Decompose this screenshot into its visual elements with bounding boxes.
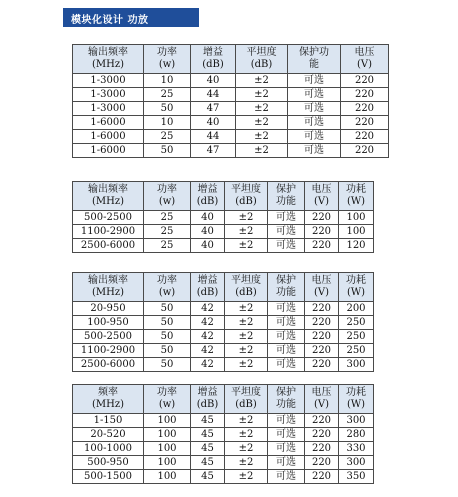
cell-protection: 可选: [268, 358, 305, 372]
cell-protection: 可选: [268, 316, 305, 330]
header-frequency: 频率 (MHz): [73, 385, 144, 414]
cell-gain: 40: [191, 211, 225, 225]
cell-frequency: 100-950: [73, 316, 144, 330]
cell-frequency: 1-6000: [73, 116, 144, 130]
header-flatness: 平坦度 (dB): [236, 45, 288, 74]
section-banner: [63, 8, 199, 27]
cell-voltage: 220: [305, 225, 339, 239]
cell-consumption: 300: [339, 456, 374, 470]
cell-power: 100: [144, 442, 191, 456]
cell-gain: 45: [191, 470, 225, 484]
cell-power: 10: [144, 116, 191, 130]
table-row: [73, 344, 374, 358]
cell-consumption: 100: [339, 211, 374, 225]
cell-power: 50: [144, 302, 191, 316]
table-row: [73, 414, 374, 428]
cell-power: 25: [144, 225, 191, 239]
cell-flatness: ±2: [225, 428, 268, 442]
cell-gain: 44: [191, 130, 236, 144]
cell-flatness: ±2: [225, 414, 268, 428]
cell-power: 50: [144, 344, 191, 358]
cell-frequency: 500-2500: [73, 330, 144, 344]
cell-protection: 可选: [288, 116, 341, 130]
cell-consumption: 330: [339, 442, 374, 456]
cell-voltage: 220: [305, 470, 339, 484]
cell-power: 25: [144, 239, 191, 253]
cell-power: 50: [144, 358, 191, 372]
cell-voltage: 220: [341, 102, 389, 116]
cell-voltage: 220: [341, 130, 389, 144]
header-flatness: 平坦度 (dB): [225, 273, 268, 302]
cell-gain: 45: [191, 456, 225, 470]
table-row: [73, 74, 389, 88]
cell-protection: 可选: [268, 428, 305, 442]
cell-frequency: 1-6000: [73, 144, 144, 158]
cell-voltage: 220: [305, 302, 339, 316]
cell-gain: 47: [191, 102, 236, 116]
cell-gain: 40: [191, 225, 225, 239]
header-protection: 保护 功能: [268, 273, 305, 302]
cell-protection: 可选: [268, 442, 305, 456]
table-row: [73, 225, 374, 239]
cell-frequency: 1-150: [73, 414, 144, 428]
cell-consumption: 250: [339, 330, 374, 344]
cell-voltage: 220: [341, 144, 389, 158]
cell-protection: 可选: [268, 344, 305, 358]
cell-gain: 45: [191, 414, 225, 428]
cell-frequency: 500-1500: [73, 470, 144, 484]
cell-gain: 42: [191, 316, 225, 330]
header-power: 功率 (w): [144, 385, 191, 414]
cell-flatness: ±2: [225, 344, 268, 358]
cell-frequency: 2500-6000: [73, 358, 144, 372]
cell-power: 50: [144, 102, 191, 116]
table-row: [73, 316, 374, 330]
cell-frequency: 20-520: [73, 428, 144, 442]
cell-voltage: 220: [341, 116, 389, 130]
cell-flatness: ±2: [225, 211, 268, 225]
cell-power: 100: [144, 456, 191, 470]
banner-title: 模块化设计 功放: [71, 15, 149, 26]
cell-protection: 可选: [288, 74, 341, 88]
table-row: [73, 302, 374, 316]
cell-voltage: 220: [305, 456, 339, 470]
cell-flatness: ±2: [236, 74, 288, 88]
cell-flatness: ±2: [225, 316, 268, 330]
header-voltage: 电压 (V): [305, 273, 339, 302]
table-row: [73, 239, 374, 253]
cell-flatness: ±2: [236, 130, 288, 144]
cell-voltage: 220: [341, 88, 389, 102]
table-row: [73, 130, 389, 144]
cell-frequency: 500-950: [73, 456, 144, 470]
cell-consumption: 250: [339, 344, 374, 358]
header-protection: 保护 功能: [268, 385, 305, 414]
table-row: [73, 442, 374, 456]
cell-frequency: 1100-2900: [73, 344, 144, 358]
table-row: [73, 428, 374, 442]
spec-table-2: [72, 181, 374, 253]
table-row: [73, 102, 389, 116]
cell-consumption: 100: [339, 225, 374, 239]
cell-frequency: 1-6000: [73, 130, 144, 144]
cell-power: 50: [144, 316, 191, 330]
cell-voltage: 220: [305, 344, 339, 358]
cell-frequency: 100-1000: [73, 442, 144, 456]
cell-flatness: ±2: [225, 358, 268, 372]
header-protection: 保护 功能: [268, 182, 305, 211]
cell-flatness: ±2: [236, 102, 288, 116]
cell-gain: 42: [191, 330, 225, 344]
header-power-consumption: 功耗 (W): [339, 385, 374, 414]
header-flatness: 平坦度 (dB): [225, 385, 268, 414]
cell-flatness: ±2: [236, 116, 288, 130]
cell-protection: 可选: [268, 470, 305, 484]
header-gain: 增益 (dB): [191, 273, 225, 302]
table-row: [73, 88, 389, 102]
cell-voltage: 220: [341, 74, 389, 88]
cell-protection: 可选: [268, 239, 305, 253]
cell-flatness: ±2: [225, 456, 268, 470]
header-output-frequency: 输出频率 (MHz): [73, 273, 144, 302]
header-flatness: 平坦度 (dB): [225, 182, 268, 211]
cell-consumption: 250: [339, 316, 374, 330]
cell-gain: 42: [191, 358, 225, 372]
header-protection: 保护功 能: [288, 45, 341, 74]
cell-gain: 40: [191, 74, 236, 88]
spec-table-3: [72, 272, 374, 372]
cell-protection: 可选: [268, 456, 305, 470]
cell-power: 100: [144, 470, 191, 484]
cell-protection: 可选: [288, 102, 341, 116]
cell-gain: 42: [191, 344, 225, 358]
cell-power: 25: [144, 211, 191, 225]
header-output-frequency: 输出频率 (MHz): [73, 182, 144, 211]
spec-table-1: [72, 44, 389, 158]
header-power: 功率 (w): [144, 182, 191, 211]
cell-flatness: ±2: [225, 330, 268, 344]
cell-voltage: 220: [305, 414, 339, 428]
table-row: [73, 456, 374, 470]
cell-protection: 可选: [288, 130, 341, 144]
cell-voltage: 220: [305, 358, 339, 372]
cell-voltage: 220: [305, 239, 339, 253]
cell-frequency: 1100-2900: [73, 225, 144, 239]
header-voltage: 电压 (V): [305, 182, 339, 211]
cell-voltage: 220: [305, 316, 339, 330]
cell-protection: 可选: [288, 88, 341, 102]
cell-consumption: 120: [339, 239, 374, 253]
cell-power: 100: [144, 428, 191, 442]
cell-gain: 44: [191, 88, 236, 102]
cell-gain: 42: [191, 302, 225, 316]
cell-consumption: 300: [339, 414, 374, 428]
cell-consumption: 280: [339, 428, 374, 442]
header-power: 功率 (w): [144, 45, 191, 74]
cell-voltage: 220: [305, 428, 339, 442]
cell-gain: 45: [191, 442, 225, 456]
table-row: [73, 330, 374, 344]
cell-consumption: 300: [339, 358, 374, 372]
header-voltage: 电压 (V): [341, 45, 389, 74]
cell-protection: 可选: [268, 302, 305, 316]
header-gain: 增益 (dB): [191, 45, 236, 74]
cell-protection: 可选: [268, 211, 305, 225]
cell-flatness: ±2: [225, 239, 268, 253]
cell-protection: 可选: [268, 414, 305, 428]
table-row: [73, 358, 374, 372]
cell-protection: 可选: [288, 144, 341, 158]
cell-power: 25: [144, 88, 191, 102]
table-row: [73, 470, 374, 484]
cell-frequency: 1-3000: [73, 102, 144, 116]
cell-flatness: ±2: [236, 88, 288, 102]
cell-flatness: ±2: [225, 442, 268, 456]
table-row: [73, 211, 374, 225]
cell-gain: 47: [191, 144, 236, 158]
header-output-frequency: 输出频率 (MHz): [73, 45, 144, 74]
header-power-consumption: 功耗 (W): [339, 182, 374, 211]
cell-voltage: 220: [305, 442, 339, 456]
cell-voltage: 220: [305, 211, 339, 225]
spec-table-4: [72, 384, 374, 484]
cell-protection: 可选: [268, 225, 305, 239]
cell-protection: 可选: [268, 330, 305, 344]
cell-flatness: ±2: [225, 302, 268, 316]
cell-frequency: 1-3000: [73, 74, 144, 88]
cell-consumption: 200: [339, 302, 374, 316]
header-power: 功率 (w): [144, 273, 191, 302]
cell-gain: 40: [191, 116, 236, 130]
cell-flatness: ±2: [225, 470, 268, 484]
cell-power: 50: [144, 330, 191, 344]
header-gain: 增益 (dB): [191, 385, 225, 414]
cell-frequency: 500-2500: [73, 211, 144, 225]
header-gain: 增益 (dB): [191, 182, 225, 211]
cell-power: 50: [144, 144, 191, 158]
header-voltage: 电压 (V): [305, 385, 339, 414]
table-row: [73, 116, 389, 130]
cell-consumption: 350: [339, 470, 374, 484]
cell-power: 100: [144, 414, 191, 428]
cell-gain: 40: [191, 239, 225, 253]
header-power-consumption: 功耗 (W): [339, 273, 374, 302]
cell-flatness: ±2: [225, 225, 268, 239]
cell-power: 25: [144, 130, 191, 144]
cell-frequency: 20-950: [73, 302, 144, 316]
cell-gain: 45: [191, 428, 225, 442]
table-row: [73, 144, 389, 158]
cell-power: 10: [144, 74, 191, 88]
cell-frequency: 2500-6000: [73, 239, 144, 253]
cell-voltage: 220: [305, 330, 339, 344]
cell-frequency: 1-3000: [73, 88, 144, 102]
cell-flatness: ±2: [236, 144, 288, 158]
